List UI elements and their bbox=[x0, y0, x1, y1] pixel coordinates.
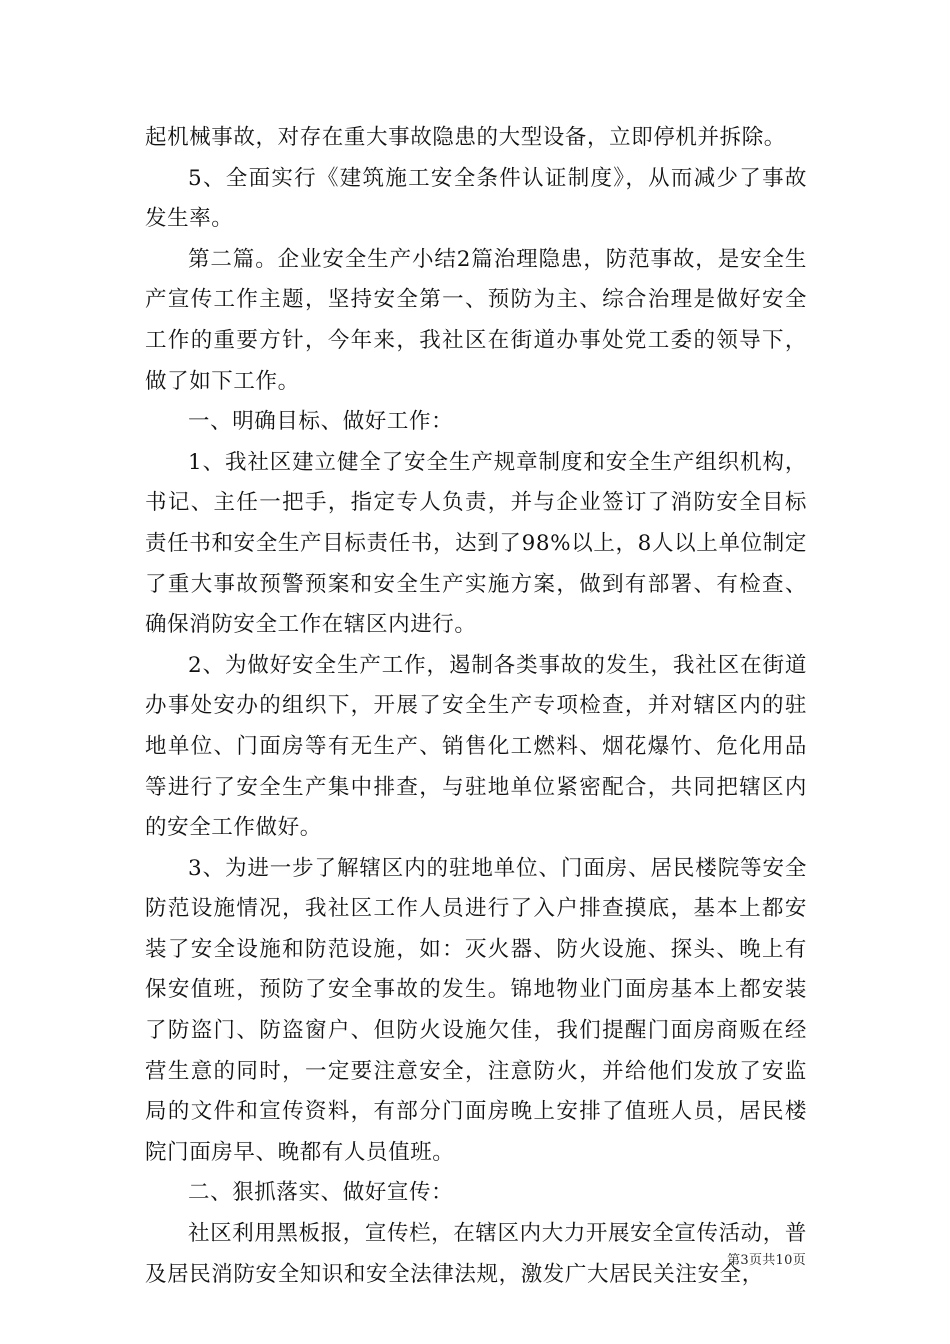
paragraph-item-2: 2、为做好安全生产工作，遏制各类事故的发生，我社区在街道办事处安办的组织下，开展了安全生产专项检查，并对辖区内的驻地单位、门面房等有无生产、销售化工燃料、烟花爆竹、危化用品等进行了安全生产集中排查，与驻地单位紧密配合，共同把辖区内的安全工作做好。 bbox=[145, 652, 807, 841]
document-body bbox=[145, 118, 807, 1295]
paragraph-item-1: 1、我社区建立健全了安全生产规章制度和安全生产组织机构，书记、主任一把手，指定专人负责，并与企业签订了消防安全目标责任书和安全生产目标责任书，达到了98%以上，8人以上单位制定了重大事故预警预案和安全生产实施方案，做到有部署、有检查、确保消防安全工作在辖区内进行。 bbox=[145, 449, 807, 638]
section-heading-2: 二、狠抓落实、做好宣传： bbox=[188, 1180, 454, 1206]
section-heading-1: 一、明确目标、做好工作： bbox=[188, 409, 454, 435]
paragraph-item-3: 3、为进一步了解辖区内的驻地单位、门面房、居民楼院等安全防范设施情况，我社区工作人员进行了入户排查摸底，基本上都安装了安全设施和防范设施，如：灭火器、防火设施、探头、晚上有保安值班，预防了安全事故的发生。锦地物业门面房基本上都安装了防盗门、防盗窗户、但防火设施欠佳，我们提醒门面房商贩在经营生意的同时，一定要注意安全，注意防火，并给他们发放了安监局的文件和宣传资料，有部分门面房晚上安排了值班人员，居民楼院门面房早、晚都有人员值班。 bbox=[145, 855, 807, 1165]
paragraph-continuation: 起机械事故，对存在重大事故隐患的大型设备，立即停机并拆除。 bbox=[145, 125, 786, 150]
page-number: 第3页共10页 bbox=[727, 1253, 806, 1268]
paragraph-publicity: 社区利用黑板报，宣传栏，在辖区内大力开展安全宣传活动，普及居民消防安全知识和安全法律法规，激发广大居民关注安全， bbox=[145, 1221, 807, 1287]
paragraph-item-5: 5、全面实行《建筑施工安全条件认证制度》，从而减少了事故发生率。 bbox=[145, 165, 807, 232]
paragraph-second-article-intro: 第二篇。企业安全生产小结2篇治理隐患，防范事故，是安全生产宣传工作主题，坚持安全第一、预防为主、综合治理是做好安全工作的重要方针，今年来，我社区在街道办事处党工委的领导下，做了如下工作。 bbox=[145, 246, 807, 394]
